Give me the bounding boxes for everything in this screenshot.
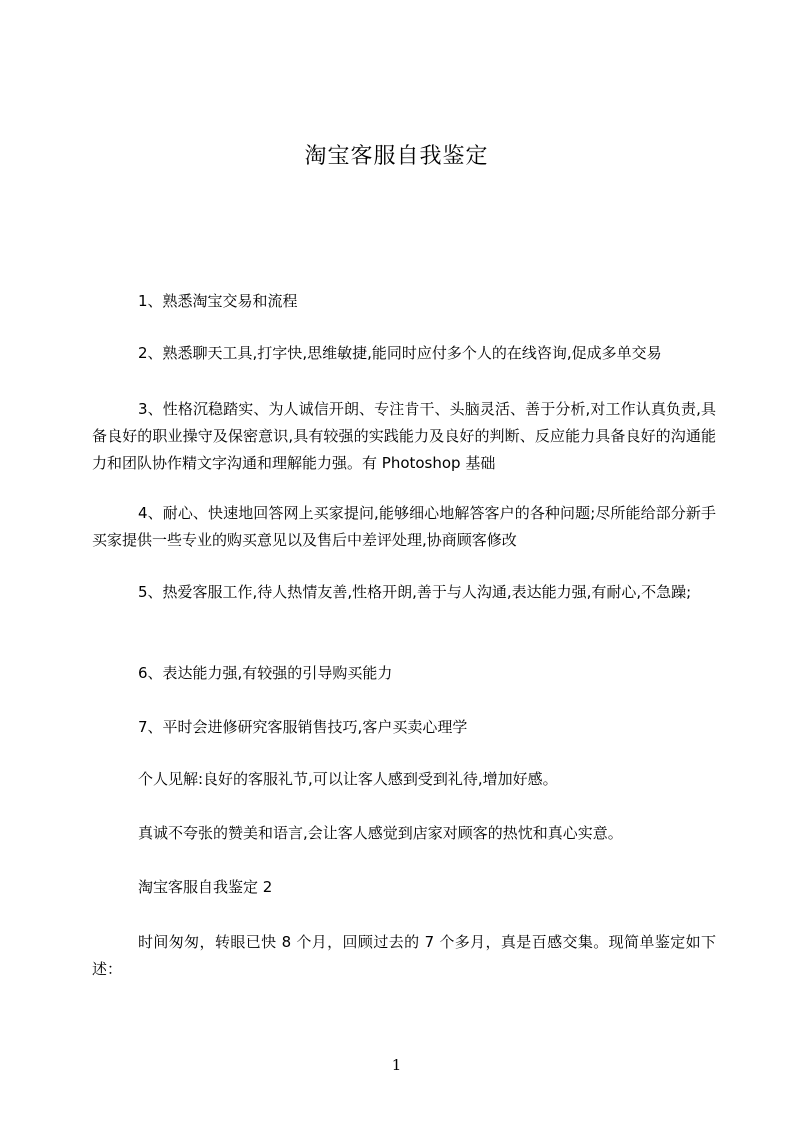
paragraph-opinion: 个人见解:良好的客服礼节,可以让客人感到受到礼待,增加好感。 [138,770,558,788]
paragraph-item-5: 5、热爱客服工作,待人热情友善,性格开朗,善于与人沟通,表达能力强,有耐心,不急躁; [138,583,692,601]
section-heading-2: 淘宝客服自我鉴定 2 [138,878,273,896]
paragraph-item-2: 2、熟悉聊天工具,打字快,思维敏捷,能同时应付多个人的在线咨询,促成多单交易 [138,344,662,362]
paragraph-item-6: 6、表达能力强,有较强的引导购买能力 [138,664,393,682]
paragraph-item-7: 7、平时会进修研究客服销售技巧,客户买卖心理学 [138,718,468,736]
paragraph-intro-2: 时间匆匆，转眼已快 8 个月，回顾过去的 7 个多月，真是百感交集。现简单鉴定如下述： [92,933,716,978]
page-number: 1 [391,1056,402,1074]
paragraph-item-4: 4、耐心、快速地回答网上买家提问,能够细心地解答客户的各种问题;尽所能给部分新手买家提供一些专业的购买意见以及售后中差评处理,协商顾客修改 [92,504,716,549]
paragraph-item-1: 1、熟悉淘宝交易和流程 [138,292,298,310]
paragraph-sincerity: 真诚不夸张的赞美和语言,会让客人感觉到店家对顾客的热忱和真心实意。 [138,824,623,842]
paragraph-item-3: 3、性格沉稳踏实、为人诚信开朗、专注肯干、头脑灵活、善于分析,对工作认真负责,具备良好的职业操守及保密意识,具有较强的实践能力及良好的判断、反应能力具备良好的沟通能力和团队协作精文字沟通和理解能力强。有 Photoshop 基础 [92,400,716,472]
document-title: 淘宝客服自我鉴定 [304,144,489,169]
